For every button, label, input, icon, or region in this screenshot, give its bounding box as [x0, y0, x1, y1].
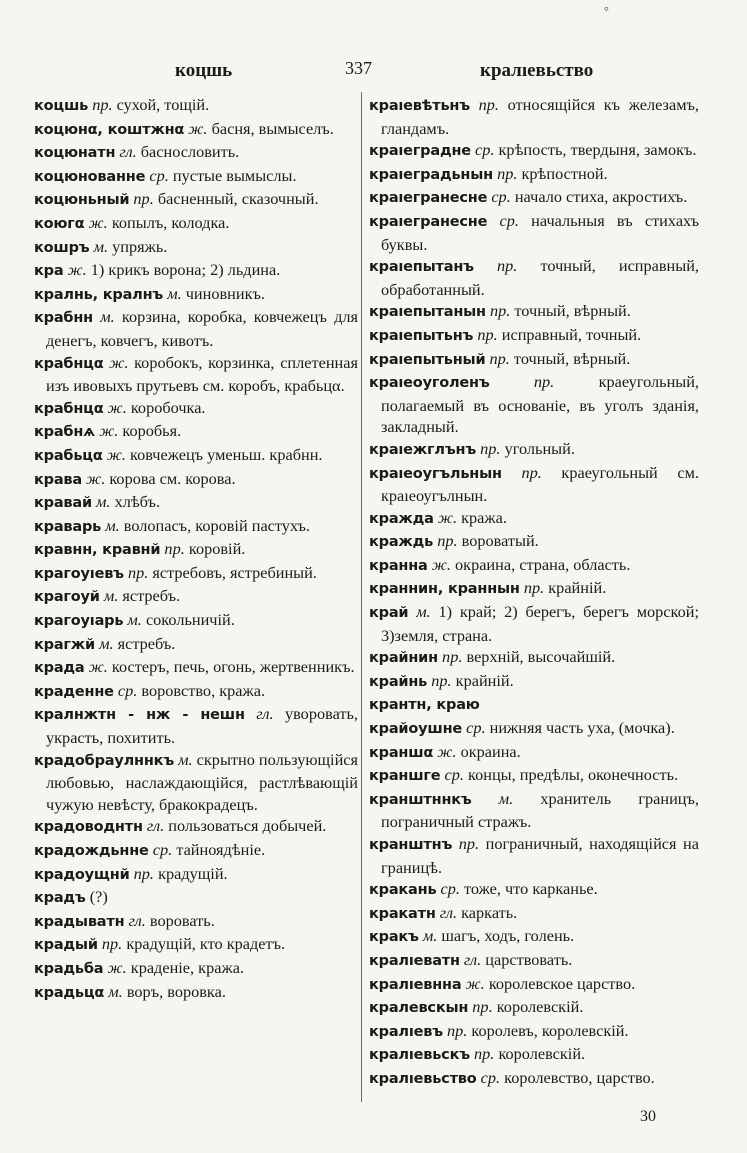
entry-definition: ястребъ. — [117, 633, 176, 653]
entry-headword: кра — [34, 263, 64, 280]
page-header — [30, 56, 720, 86]
entry-grammar: ср. — [491, 187, 511, 207]
dictionary-entry — [34, 703, 358, 748]
dictionary-entry — [34, 910, 358, 934]
dictionary-entry — [369, 902, 699, 926]
entry-headword: крадоущнй — [34, 866, 130, 883]
entry-grammar: пр. — [133, 189, 154, 209]
entry-grammar: ж. — [88, 212, 108, 232]
column-divider — [361, 92, 362, 1102]
entry-headword: крабьцα — [34, 447, 103, 464]
dictionary-entry — [369, 324, 699, 348]
entry-definition: басненный, сказочный. — [157, 189, 319, 209]
entry-grammar: ср. — [499, 210, 519, 230]
entry-grammar: м. — [93, 236, 109, 256]
entry-grammar: пр. — [496, 256, 518, 276]
dictionary-entry — [369, 1043, 699, 1067]
dictionary-entry — [369, 462, 699, 507]
entry-definition: коробочка. — [130, 397, 206, 417]
entry-headword: краıеградне — [369, 143, 471, 160]
entry-headword: крагоуıевъ — [34, 565, 124, 582]
entry-headword: кракань — [369, 882, 437, 899]
dictionary-entry — [34, 680, 358, 704]
entry-grammar: пр. — [133, 863, 154, 883]
entry-definition: точный, исправный, обработанный. — [381, 256, 699, 299]
dictionary-entry — [34, 491, 358, 515]
entry-headword: кранштнъ — [369, 837, 453, 853]
dictionary-entry — [34, 538, 358, 562]
entry-definition: корзина, коробка, ковчежецъ для денегъ, ковчегъ, кивотъ. — [46, 307, 358, 350]
entry-grammar: ж. — [431, 554, 451, 574]
dictionary-entry — [34, 420, 358, 444]
entry-definition: пустые вымыслы. — [172, 165, 297, 185]
entry-definition: царствовать. — [485, 949, 573, 969]
entry-headword: кралнжтн - нж - нешн — [34, 707, 245, 724]
entry-definition: угольный. — [504, 438, 575, 458]
entry-grammar: гл. — [119, 142, 137, 162]
dictionary-entry — [369, 139, 699, 163]
entry-definition: крѣпостной. — [521, 163, 608, 183]
dictionary-entry — [34, 609, 358, 633]
entry-definition: верхній, высочайшій. — [466, 647, 616, 667]
entry-definition: корова см. корова. — [109, 468, 236, 488]
entry-headword: краıежглънъ — [369, 441, 477, 458]
entry-grammar: м. — [167, 283, 182, 303]
entry-grammar: ср. — [440, 879, 460, 899]
entry-definition: пользоваться добычей. — [168, 816, 327, 836]
entry-definition: копылъ, колодка. — [111, 212, 230, 232]
entry-grammar: м. — [127, 610, 142, 630]
dictionary-entry — [369, 788, 699, 833]
dictionary-entry — [369, 1067, 699, 1091]
entry-definition: сухой, тощій. — [116, 95, 210, 114]
dictionary-entry — [34, 957, 358, 981]
entry-headword: крайоушне — [369, 721, 463, 738]
entry-definition: краеугольный см. краıеоугълнын. — [381, 462, 699, 506]
dictionary-entry — [369, 646, 699, 670]
entry-grammar: пр. — [521, 462, 542, 482]
entry-headword: крадождьнне — [34, 843, 149, 859]
entry-headword: кракъ — [369, 929, 419, 946]
entry-grammar: ср. — [444, 765, 464, 785]
entry-headword: крабнѧ — [34, 424, 96, 441]
entry-definition: королевское царство. — [488, 973, 636, 993]
dictionary-entry — [34, 352, 358, 397]
entry-grammar: пр. — [523, 578, 545, 598]
entry-definition: точный, вѣрный. — [514, 301, 631, 321]
entry-headword: крагоуй — [34, 589, 100, 606]
entry-grammar: м. — [416, 602, 431, 622]
entry-definition: сокольничій. — [145, 610, 235, 630]
entry-headword: коцюнованне — [34, 168, 146, 185]
dictionary-entry — [34, 515, 358, 539]
header-right-word: кралıевьство — [480, 60, 594, 81]
dictionary-entry — [34, 656, 358, 680]
entry-headword: крадый — [34, 937, 98, 954]
entry-grammar: м. — [422, 926, 438, 946]
entry-grammar: пр. — [101, 934, 123, 954]
entry-headword: краншге — [369, 768, 441, 785]
entry-headword: коцюнα, коштжнα — [34, 121, 185, 138]
entry-grammar: м. — [178, 749, 193, 769]
entry-grammar: ж. — [109, 352, 129, 372]
entry-headword: кракатн — [369, 905, 436, 922]
sheet-number: 30 — [640, 1108, 656, 1125]
entry-grammar: пр. — [431, 670, 452, 690]
dictionary-entry — [34, 815, 358, 839]
entry-headword: краıепытьнъ — [369, 327, 474, 344]
entry-grammar: ж. — [99, 421, 119, 441]
entry-grammar: ср. — [475, 140, 495, 160]
entry-definition: коровій. — [188, 539, 246, 559]
entry-definition: костеръ, печь, огонь, жертвенникъ. — [111, 657, 355, 677]
entry-headword: кравнн, кравнй — [34, 542, 161, 559]
entry-grammar: м. — [100, 307, 115, 327]
dictionary-entry — [369, 300, 699, 324]
entry-grammar: ж. — [67, 260, 87, 280]
dictionary-entry — [34, 839, 358, 863]
entry-grammar: пр. — [127, 562, 149, 582]
entry-grammar: пр. — [489, 348, 510, 368]
entry-definition: королевскій. — [496, 997, 584, 1017]
entry-definition: крѣпость, твердыня, замокъ. — [498, 140, 697, 160]
entry-headword: краıевѣтьнъ — [369, 98, 470, 114]
entry-definition: ковчежецъ уменьш. крабнн. — [129, 444, 323, 464]
dictionary-entry — [34, 165, 358, 189]
entry-headword: крагоуıарь — [34, 613, 124, 630]
entry-grammar: пр. — [478, 95, 499, 114]
entry-headword: кошръ — [34, 239, 90, 256]
entry-grammar: ж. — [88, 657, 108, 677]
entry-definition: коробокъ, корзинка, сплетенная изъ ивовыхъ прутьевъ см. коробъ, крабьцα. — [46, 352, 358, 396]
entry-definition: окраина, страна, область. — [455, 554, 631, 574]
dictionary-entry — [34, 94, 358, 118]
entry-headword: край — [369, 605, 409, 622]
entry-definition: тоже, что карканье. — [464, 879, 598, 899]
dictionary-entry — [34, 933, 358, 957]
dictionary-entry — [34, 397, 358, 421]
dictionary-entry — [369, 210, 699, 255]
entry-headword: крабнцα — [34, 355, 104, 372]
entry-definition: скрытно пользующійся любовью, наслаждающійся, растлѣвающій чужую невѣсту, бракокрадецъ. — [46, 749, 359, 814]
entry-grammar: ср. — [466, 718, 486, 738]
entry-headword: краншα — [369, 744, 434, 761]
entry-headword: крабнцα — [34, 400, 104, 417]
entry-headword: кралıевьскъ — [369, 1047, 470, 1064]
entry-grammar: пр. — [480, 438, 501, 458]
entry-grammar: м. — [108, 981, 123, 1001]
entry-grammar: гл. — [128, 910, 146, 930]
entry-grammar: м. — [105, 515, 120, 535]
entry-definition: крадущій, кто крадетъ. — [126, 934, 286, 954]
dictionary-entry — [34, 236, 358, 260]
dictionary-entry — [369, 186, 699, 210]
entry-grammar: гл. — [256, 704, 274, 724]
entry-definition: басня, вымыселъ. — [211, 118, 334, 138]
dictionary-entry — [369, 1020, 699, 1044]
dictionary-entry — [34, 259, 358, 283]
dictionary-entry — [369, 530, 699, 554]
corner-mark: ° — [604, 4, 609, 18]
entry-grammar: пр. — [489, 301, 511, 321]
dictionary-entry — [369, 949, 699, 973]
entry-headword: крагжй — [34, 636, 95, 653]
entry-definition: каркать. — [461, 902, 518, 922]
entry-headword: крава — [34, 471, 82, 488]
dictionary-entry — [34, 749, 358, 816]
entry-headword: кранштннкъ — [369, 791, 472, 808]
dictionary-entry — [369, 438, 699, 462]
page-number: 337 — [345, 58, 372, 78]
entry-headword: краıегранесне — [369, 213, 488, 230]
entry-headword: коцюньный — [34, 192, 130, 209]
dictionary-entry — [34, 188, 358, 212]
entry-headword: кралıевьство — [369, 1070, 477, 1087]
dictionary-entry — [34, 141, 358, 165]
entry-headword: крайнин — [369, 650, 438, 667]
entry-definition: (?) — [89, 887, 108, 907]
entry-headword: кралıевнна — [369, 976, 462, 993]
entry-definition: ястребовъ, ястребиный. — [152, 562, 317, 582]
dictionary-entry — [369, 255, 699, 300]
dictionary-entry — [369, 878, 699, 902]
entry-definition: королевъ, королевскій. — [471, 1020, 629, 1040]
dictionary-entry — [369, 670, 699, 694]
entry-headword: крантн, краю — [369, 697, 480, 714]
dictionary-entry — [369, 925, 699, 949]
entry-grammar: ж. — [106, 444, 126, 464]
entry-definition: окраина. — [460, 741, 521, 761]
entry-definition: королевскій. — [498, 1044, 586, 1064]
dictionary-entry — [34, 886, 358, 910]
dictionary-entry — [34, 562, 358, 586]
entry-definition: чиновникъ. — [185, 283, 266, 303]
entry-headword: краıеградьнын — [369, 166, 493, 183]
dictionary-entry — [369, 507, 699, 531]
entry-definition: вороватый. — [461, 531, 539, 551]
entry-definition: крадущій. — [158, 863, 228, 883]
entry-grammar: ж. — [107, 397, 127, 417]
entry-grammar: пр. — [437, 531, 458, 551]
entry-definition: шагъ, ходъ, голень. — [441, 926, 575, 946]
entry-headword: краıеоугъльнын — [369, 465, 502, 482]
dictionary-entry — [34, 212, 358, 236]
entry-headword: краждь — [369, 534, 434, 551]
entry-definition: воровать. — [149, 910, 215, 930]
entry-definition: начальныя въ стихахъ буквы. — [381, 210, 699, 254]
entry-headword: крадъ — [34, 890, 86, 907]
entry-grammar: гл. — [463, 949, 482, 969]
entry-grammar: пр. — [92, 95, 113, 114]
header-left-word: коцшь — [175, 60, 233, 81]
entry-grammar: пр. — [477, 324, 498, 344]
entry-headword: кражда — [369, 510, 434, 527]
entry-definition: краеугольный, полагаемый въ основаніе, въ уголъ зданія, закладный. — [381, 372, 699, 437]
entry-headword: краварь — [34, 518, 102, 535]
dictionary-entry — [369, 693, 699, 717]
entry-grammar: ж. — [465, 973, 485, 993]
entry-definition: относящійся къ железамъ, гландамъ. — [381, 95, 700, 138]
entry-definition: начало стиха, акростихъ. — [514, 187, 688, 207]
dictionary-entry — [34, 863, 358, 887]
entry-definition: ястребъ. — [122, 586, 181, 606]
entry-headword: кралнь, кралнъ — [34, 286, 164, 303]
entry-headword: крадьцα — [34, 984, 105, 1001]
entry-grammar: ср. — [152, 840, 173, 859]
entry-headword: крадыватн — [34, 913, 125, 930]
entry-headword: краıегранесне — [369, 190, 488, 207]
entry-definition: воръ, воровка. — [126, 981, 226, 1001]
entry-grammar: м. — [99, 633, 114, 653]
dictionary-entry — [34, 981, 358, 1005]
entry-grammar: ср. — [149, 165, 169, 185]
dictionary-entry — [369, 163, 699, 187]
entry-grammar: пр. — [472, 997, 493, 1017]
dictionary-entry — [34, 306, 358, 351]
entry-grammar: гл. — [146, 816, 165, 836]
entry-grammar: ср. — [480, 1067, 501, 1087]
dictionary-entry — [369, 833, 699, 878]
entry-grammar: ср. — [117, 680, 138, 700]
entry-definition: воровство, кража. — [141, 680, 266, 700]
entry-definition: тайноядѣніе. — [176, 840, 266, 859]
entry-grammar: пр. — [458, 834, 480, 853]
entry-definition: уворовать, украсть, похитить. — [46, 704, 358, 748]
entry-grammar: пр. — [164, 539, 185, 559]
entry-headword: кранна — [369, 557, 428, 574]
entry-definition: концы, предѣлы, оконечность. — [468, 765, 679, 785]
left-column — [34, 94, 358, 1004]
dictionary-entry — [369, 94, 699, 139]
dictionary-entry — [369, 554, 699, 578]
entry-definition: хлѣбъ. — [114, 492, 161, 512]
right-column — [369, 94, 699, 1091]
entry-definition: волопасъ, коровій пастухъ. — [123, 515, 310, 535]
entry-grammar: пр. — [442, 647, 463, 667]
dictionary-entry — [369, 601, 699, 646]
dictionary-entry — [34, 468, 358, 492]
dictionary-entry — [369, 371, 699, 438]
dictionary-entry — [369, 348, 699, 372]
entry-grammar: пр. — [474, 1044, 495, 1064]
entry-definition: исправный, точный. — [501, 324, 642, 344]
entry-grammar: пр. — [497, 163, 518, 183]
entry-grammar: ж. — [86, 468, 106, 488]
entry-grammar: ж. — [437, 741, 457, 761]
dictionary-entry — [34, 444, 358, 468]
entry-grammar: гл. — [439, 902, 458, 922]
entry-headword: крадобраулннкъ — [34, 752, 175, 769]
dictionary-entry — [369, 996, 699, 1020]
entry-headword: краıепытанын — [369, 304, 486, 321]
dictionary-entry — [369, 577, 699, 601]
dictionary-entry — [34, 585, 358, 609]
entry-headword: крадоводнтн — [34, 819, 143, 836]
entry-definition: 1) край; 2) берегъ, берегъ морской; 3)земля, страна. — [381, 602, 699, 645]
entry-headword: крайнь — [369, 673, 428, 690]
entry-headword: кравай — [34, 495, 92, 512]
entry-headword: кралıеватн — [369, 952, 460, 969]
entry-headword: краденне — [34, 683, 114, 700]
dictionary-entry — [34, 118, 358, 142]
entry-definition: коробья. — [122, 421, 182, 441]
entry-definition: крайній. — [455, 670, 514, 690]
entry-definition: нижняя часть уха, (мочка). — [489, 718, 675, 738]
entry-definition: королевство, царство. — [504, 1067, 655, 1087]
entry-headword: краıепытанъ — [369, 259, 474, 276]
dictionary-entry — [369, 741, 699, 765]
entry-headword: краıеоуголенъ — [369, 375, 490, 392]
entry-headword: крабнн — [34, 310, 93, 327]
dictionary-entry — [34, 283, 358, 307]
entry-definition: баснословить. — [140, 142, 240, 162]
entry-grammar: м. — [96, 492, 111, 512]
entry-headword: краıепытьный — [369, 351, 486, 368]
entry-grammar: ж. — [107, 957, 127, 977]
entry-grammar: м. — [498, 788, 514, 808]
dictionary-entry — [369, 764, 699, 788]
entry-grammar: ж. — [188, 118, 208, 138]
entry-grammar: пр. — [446, 1020, 468, 1040]
entry-definition: точный, вѣрный. — [513, 348, 631, 368]
entry-headword: коцшь — [34, 98, 89, 114]
entry-headword: крада — [34, 660, 85, 677]
entry-definition: пограничный, находящійся на границѣ. — [381, 834, 699, 877]
entry-grammar: ж. — [437, 507, 458, 527]
entry-grammar: пр. — [533, 372, 555, 392]
entry-headword: кралевскын — [369, 1000, 469, 1017]
entry-definition: кража. — [461, 507, 507, 527]
dictionary-entry — [369, 973, 699, 997]
entry-headword: кралıевъ — [369, 1023, 443, 1040]
entry-headword: коюгα — [34, 215, 85, 232]
entry-definition: 1) крикъ ворона; 2) льдина. — [90, 260, 281, 280]
entry-headword: крадьба — [34, 960, 104, 977]
entry-definition: упряжь. — [112, 236, 168, 256]
entry-definition: крайній. — [548, 578, 607, 598]
entry-headword: коцюнатн — [34, 145, 116, 162]
entry-headword: краннин, краннын — [369, 581, 520, 598]
entry-definition: краденіе, кража. — [130, 957, 244, 977]
entry-definition: хранитель границъ, пограничный стражъ. — [381, 788, 699, 832]
dictionary-entry — [369, 717, 699, 741]
dictionary-entry — [34, 633, 358, 657]
entry-grammar: м. — [103, 586, 119, 606]
